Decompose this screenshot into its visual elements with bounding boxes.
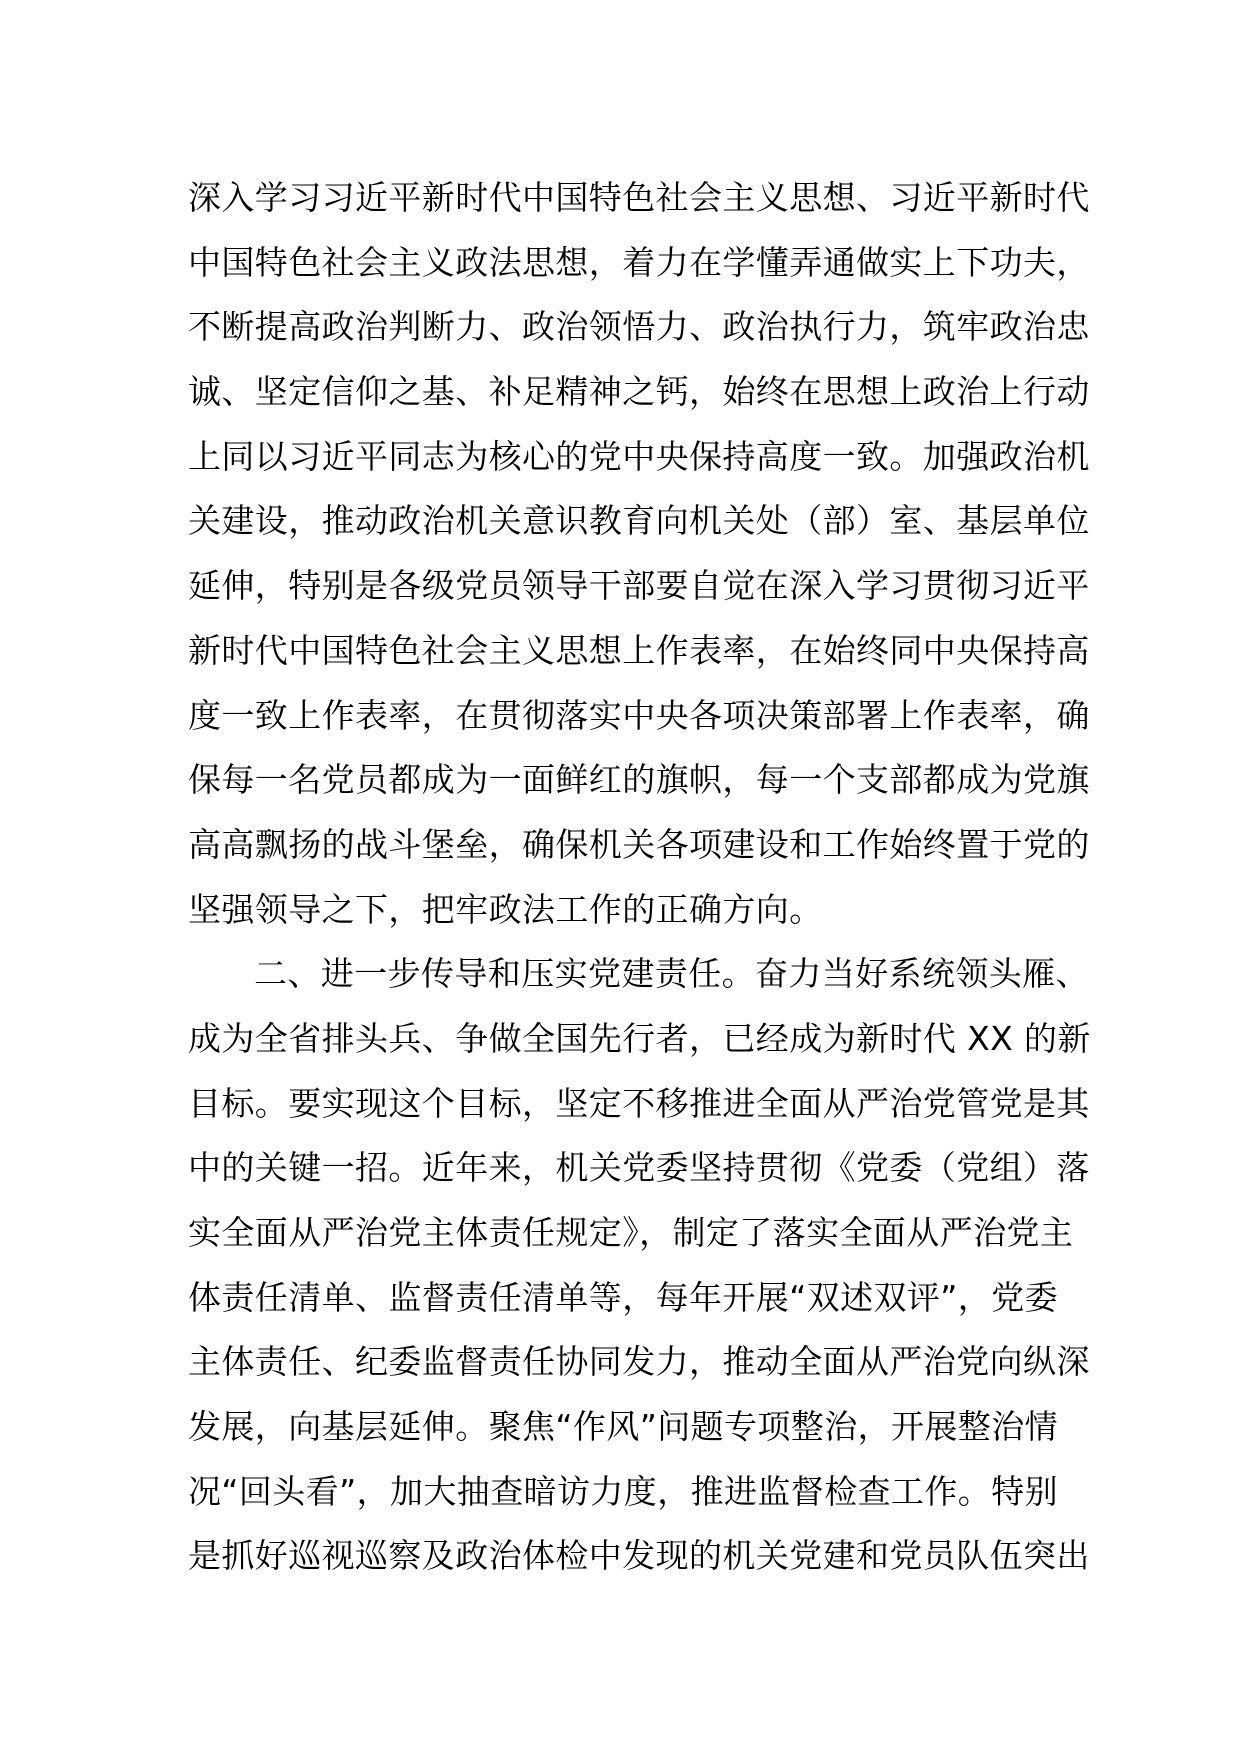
text-line: 新时代中国特色社会主义思想上作表率，在始终同中央保持高 bbox=[188, 630, 1090, 670]
text-line: 深入学习习近平新时代中国特色社会主义思想、习近平新时代 bbox=[188, 178, 1090, 217]
text-line: 二、进一步传导和压实党建责任。奋力当好系统领头雁、 bbox=[254, 954, 1089, 994]
text-line: 是抓好巡视巡察及政治体检中发现的机关党建和党员队伍突出 bbox=[188, 1536, 1090, 1576]
text-line: 度一致上作表率，在贯彻落实中央各项决策部署上作表率，确 bbox=[188, 695, 1090, 735]
text-line: 体责任清单、监督责任清单等，每年开展“双述双评”，党委 bbox=[188, 1277, 1058, 1317]
text-line: 中国特色社会主义政法思想，着力在学懂弄通做实上下功夫， bbox=[188, 242, 1090, 282]
paragraph-2 bbox=[188, 942, 1091, 1589]
text-line: 实全面从严治党主体责任规定》，制定了落实全面从严治党主 bbox=[188, 1213, 1074, 1252]
text-line: 况“回头看”，加大抽查暗访力度，推进监督检查工作。特别 bbox=[188, 1471, 1058, 1511]
text-line: 主体责任、纪委监督责任协同发力，推动全面从严治党向纵深 bbox=[188, 1342, 1090, 1382]
text-line: 坚强领导之下，把牢政法工作的正确方向。 bbox=[188, 889, 823, 929]
text-line: 延伸，特别是各级党员领导干部要自觉在深入学习贯彻习近平 bbox=[188, 566, 1090, 606]
paragraph-1 bbox=[188, 166, 1090, 942]
text-line: 中的关键一招。近年来，机关党委坚持贯彻《党委（党组）落 bbox=[188, 1148, 1090, 1188]
text-line: 发展，向基层延伸。聚焦“作风”问题专项整治，开展整治情 bbox=[188, 1407, 1058, 1447]
text-line: 上同以习近平同志为核心的党中央保持高度一致。加强政治机 bbox=[188, 436, 1090, 476]
text-line: 不断提高政治判断力、政治领悟力、政治执行力，筑牢政治忠 bbox=[188, 307, 1090, 347]
text-line: 诚、坚定信仰之基、补足精神之钙，始终在思想上政治上行动 bbox=[188, 372, 1090, 412]
text-line: 关建设，推动政治机关意识教育向机关处（部）室、基层单位 bbox=[188, 501, 1090, 541]
text-line: 保每一名党员都成为一面鲜红的旗帜，每一个支部都成为党旗 bbox=[188, 760, 1090, 800]
text-line: 成为全省排头兵、争做全国先行者，已经成为新时代 XX 的新 bbox=[188, 1018, 1091, 1058]
text-line: 高高飘扬的战斗堡垒，确保机关各项建设和工作始终置于党的 bbox=[188, 824, 1090, 864]
document-body bbox=[188, 166, 1091, 1589]
text-line: 目标。要实现这个目标，坚定不移推进全面从严治党管党是其 bbox=[188, 1083, 1090, 1123]
